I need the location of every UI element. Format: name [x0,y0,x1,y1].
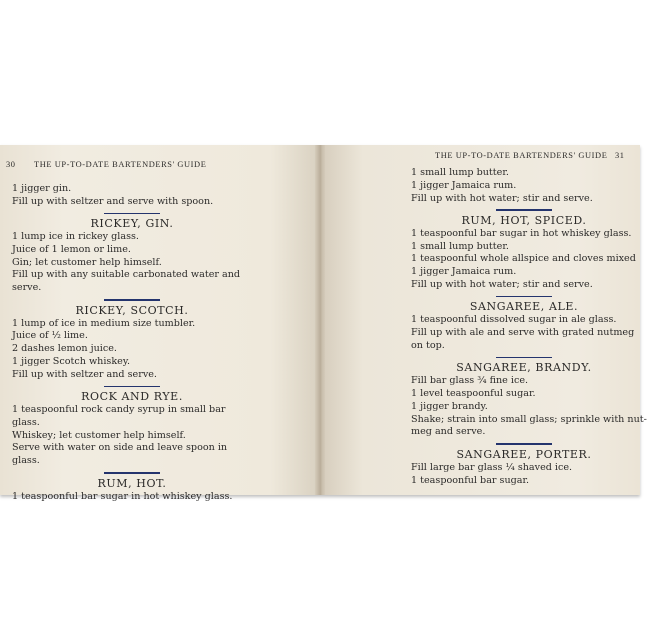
recipe-line: serve. [12,282,42,294]
open-book [0,145,647,502]
recipe-line: 1 teaspoonful whole allspice and cloves mixed [411,253,636,265]
recipe-line: 1 level teaspoonful sugar. [411,388,536,400]
recipe [12,217,252,295]
recipe-line: Whiskey; let customer help himself. [12,429,186,441]
continued-line: Fill up with seltzer and serve with spoon. [12,195,214,207]
recipe-divider [104,213,160,215]
recipe-line: 1 teaspoonful dissolved sugar in ale glass. [411,314,617,326]
recipe-line: 2 dashes lemon juice. [12,343,117,355]
recipe-line: glass. [12,455,40,467]
recipe-line: 1 jigger Scotch whiskey. [12,355,131,367]
recipe-divider [496,209,552,211]
recipe-title: RUM, HOT, SPICED. [461,213,587,227]
recipe-line: meg and serve. [411,426,486,438]
recipe [12,304,252,382]
recipe-line: Juice of 1 lemon or lime. [12,243,131,255]
page-number-right: 31 [615,151,625,160]
page-number-left: 30 [6,160,16,169]
continued-line: 1 jigger Jamaica rum. [411,179,517,191]
recipe-line: Fill up with any suitable carbonated water and [12,269,241,281]
left-page-content [12,183,252,503]
recipe-divider [104,386,160,388]
recipe-line: 1 small lump butter. [411,240,509,252]
recipe-divider [104,299,160,301]
recipe-line: Fill large bar glass ¼ shaved ice. [411,461,573,473]
recipe-divider [496,443,552,445]
recipe-line: 1 teaspoonful bar sugar in hot whiskey glass. [411,227,632,239]
recipe [411,300,637,352]
recipe [12,390,252,468]
recipe-line: Shake; strain into small glass; sprinkle with nut- [411,413,647,425]
recipe [411,361,647,439]
recipe-line: 1 teaspoonful bar sugar. [411,474,530,486]
recipe-title: ROCK AND RYE. [81,390,183,404]
right-page-content [411,167,647,487]
running-head-right: THE UP-TO-DATE BARTENDERS' GUIDE [435,151,608,160]
right-page [325,145,647,495]
recipe-title: SANGAREE, ALE. [469,300,579,314]
recipe-title: SANGAREE, BRANDY. [456,361,592,375]
recipe-title: RUM, HOT. [97,476,167,490]
continued-line: Fill up with hot water; stir and serve. [411,192,593,204]
recipe-title: RICKEY, GIN. [90,217,174,231]
recipe [12,477,252,504]
recipe-title: SANGAREE, PORTER. [456,447,592,461]
recipe-divider [104,472,160,474]
recipe [411,214,637,292]
recipe-line: Fill up with ale and serve with grated nutmeg [411,327,635,339]
recipe-line: glass. [12,416,40,428]
recipe-line: Gin; let customer help himself. [12,256,162,268]
running-head-left: THE UP-TO-DATE BARTENDERS' GUIDE [34,160,207,169]
recipe-line: 1 jigger brandy. [411,400,488,412]
continued-line: 1 jigger gin. [12,183,72,194]
recipe [411,448,637,488]
recipe-divider [496,296,552,298]
recipe-line: 1 teaspoonful bar sugar in hot whiskey glass. [12,490,233,502]
recipe-line: Fill up with hot water; stir and serve. [411,279,593,291]
recipe-line: Serve with water on side and leave spoon in [12,442,228,454]
recipe-title: RICKEY, SCOTCH. [75,303,189,317]
recipe-line: 1 teaspoonful rock candy syrup in small bar [12,404,226,416]
continued-line: 1 small lump butter. [411,167,509,178]
recipe-divider [496,357,552,359]
recipe-line: Fill bar glass ¾ fine ice. [411,375,529,387]
recipe-line: Fill up with seltzer and serve. [12,368,157,380]
recipe-line: on top. [411,339,445,351]
left-page [0,145,318,502]
recipe-line: 1 jigger Jamaica rum. [411,266,517,278]
recipe-line: Juice of ½ lime. [12,330,88,342]
recipe-line: 1 lump of ice in medium size tumbler. [12,317,196,329]
recipe-line: 1 lump ice in rickey glass. [12,231,139,243]
